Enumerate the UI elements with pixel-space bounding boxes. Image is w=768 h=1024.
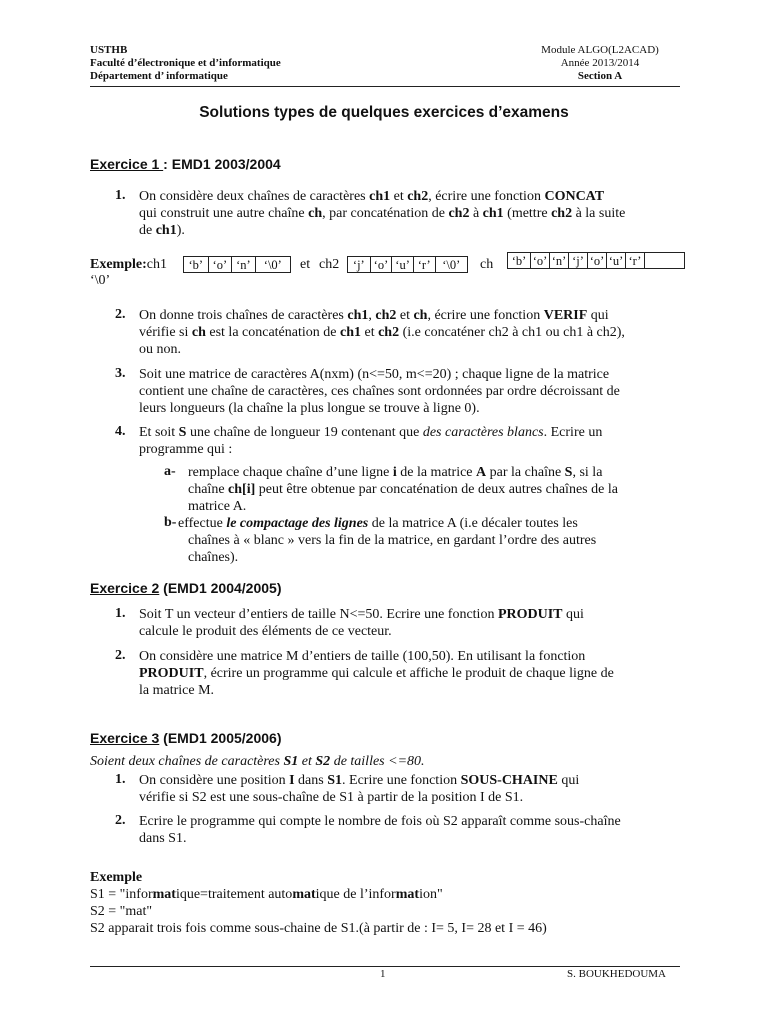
text-run: , écrire un programme qui calcule et affiche le produit de chaque ligne de	[203, 666, 614, 681]
exercise-1-heading	[90, 156, 281, 172]
text-line	[139, 665, 677, 682]
bold-term: ch[i]	[228, 482, 256, 497]
text-run: chaînes).	[188, 550, 239, 565]
italic-term: des caractères blancs	[422, 425, 544, 440]
text-line	[139, 222, 677, 239]
exercise-1-colon: :	[163, 156, 172, 172]
bold-italic-term: le compactage des lignes	[226, 516, 369, 531]
text-line	[139, 307, 677, 324]
text-run: et	[390, 189, 408, 204]
module-name: Module ALGO(L2ACAD)	[541, 44, 659, 56]
ex1-q4b-text	[178, 515, 677, 566]
ex3-intro	[90, 754, 425, 770]
bold-term: VERIF	[543, 308, 588, 323]
text-run: . Ecrire un	[543, 425, 603, 440]
exercise-2-label: Exercice 2	[90, 580, 160, 596]
char-cell: ‘n’	[549, 253, 568, 268]
text-run: (mettre	[503, 206, 552, 221]
page-title: Solutions types de quelques exercices d’examens	[199, 104, 569, 121]
bold-term: PRODUIT	[497, 607, 563, 622]
text-line	[188, 498, 677, 515]
text-run: remplace chaque chaîne d’une ligne	[188, 465, 393, 480]
header-right	[520, 44, 680, 83]
text-run: ique de l’infor	[315, 887, 396, 902]
academic-year: Année 2013/2014	[560, 57, 640, 69]
ex3-q2-text	[139, 813, 677, 847]
text-run: Et soit	[139, 425, 179, 440]
author-name: S. BOUKHEDOUMA	[567, 968, 667, 980]
ch-label: ch	[480, 257, 494, 272]
exercise-3-exam: (EMD1 2005/2006)	[159, 730, 282, 746]
exercise-2-heading	[90, 580, 281, 596]
text-run: S2 apparait trois fois comme sous-chaine de S1.(à partir de : I= 5, I= 28 et I = 46)	[90, 921, 547, 936]
text-run: contient une chaîne de caractères, ces chaînes sont ordonnées par ordre décroissant de	[139, 384, 620, 399]
char-cell: ‘j’	[352, 258, 365, 272]
bold-term: ch2	[378, 325, 400, 340]
text-run: et	[360, 325, 379, 340]
header-left	[90, 44, 281, 83]
text-run: qui	[557, 773, 580, 788]
bold-term: S	[564, 465, 573, 480]
bold-term: ch	[191, 325, 206, 340]
bold-term: I	[289, 773, 295, 788]
bold-term: ch2	[448, 206, 470, 221]
char-cell: ‘\0’	[435, 257, 467, 272]
char-cell: ‘u’	[606, 253, 625, 268]
bold-term: ch1	[369, 189, 391, 204]
example-2-label: Exemple	[90, 870, 143, 885]
text-run: ion"	[419, 887, 443, 902]
ex3-q1-text	[139, 772, 677, 806]
ex2-q1-number: 1.	[115, 606, 126, 621]
bold-term: ch1	[339, 325, 361, 340]
ex1-q3-number: 3.	[115, 366, 126, 381]
exercise-1-label: Exercice 1	[90, 156, 164, 172]
char-cell: ‘o’	[530, 253, 549, 268]
char-cell: ‘o’	[370, 257, 392, 272]
ex1-q4a-text	[188, 464, 677, 515]
text-line	[139, 789, 677, 806]
exercise-2-exam: (EMD1 2004/2005)	[159, 580, 282, 596]
text-line	[139, 441, 677, 458]
char-cell: ‘j’	[568, 253, 587, 268]
bold-term: A	[476, 465, 487, 480]
text-run: dans	[294, 773, 328, 788]
text-line	[139, 813, 677, 830]
text-run: On considère une position	[139, 773, 290, 788]
char-cell: ‘r’	[625, 253, 644, 268]
text-run: chaîne	[188, 482, 229, 497]
text-line	[188, 464, 677, 481]
text-run: dans S1.	[139, 831, 187, 846]
text-run: , écrire une fonction	[427, 308, 544, 323]
char-cell: ‘n’	[231, 257, 255, 272]
text-run: de la matrice	[396, 465, 477, 480]
text-run: calcule le produit des éléments de ce vecteur.	[139, 624, 392, 639]
text-run: et	[298, 754, 316, 769]
char-cell: ‘o’	[587, 253, 606, 268]
text-line	[139, 424, 677, 441]
text-run: On considère deux chaînes de caractères	[139, 189, 370, 204]
bold-term: mat	[292, 887, 316, 902]
bold-term: ch2	[407, 189, 429, 204]
example-2-text	[90, 886, 680, 937]
text-run: Soit une matrice de caractères A(nxm) (n<=50, m<=20) ; chaque ligne de la matrice	[139, 367, 610, 382]
text-line	[139, 623, 677, 640]
text-run: programme qui :	[139, 442, 233, 457]
ex3-q2-number: 2.	[115, 813, 126, 828]
text-run: chaînes à « blanc » vers la fin de la matrice, en gardant l’ordre des autres	[188, 533, 597, 548]
text-run: Soient deux chaînes de caractères	[90, 754, 284, 769]
bold-term: SOUS-CHAINE	[460, 773, 558, 788]
exercise-3-heading	[90, 730, 281, 746]
bold-term: mat	[395, 887, 420, 902]
bold-term: S	[178, 425, 187, 440]
bold-term: ch1	[482, 206, 504, 221]
text-line	[188, 481, 677, 498]
text-line	[178, 532, 677, 549]
text-run: ,	[368, 308, 376, 323]
text-run: ).	[176, 223, 185, 238]
text-run: , si la	[572, 465, 603, 480]
department-name: Département d’ informatique	[90, 70, 228, 82]
text-run: et	[396, 308, 414, 323]
text-line	[90, 886, 680, 903]
bold-term: ch1	[347, 308, 369, 323]
bold-term: ch2	[375, 308, 397, 323]
exercise-3-label: Exercice 3	[90, 730, 160, 746]
section-label: Section A	[577, 70, 623, 82]
empty-char-cell	[644, 253, 684, 268]
text-line	[139, 205, 677, 222]
text-line	[139, 341, 677, 358]
text-run: peut être obtenue par concaténation de deux autres chaînes de la	[255, 482, 618, 497]
text-run: leurs longueurs (la chaîne la plus longue se trouve à ligne 0).	[139, 401, 480, 416]
ch2-label: ch2	[319, 257, 340, 272]
ex2-q1-text	[139, 606, 677, 640]
example-1-label: Exemple:	[90, 257, 147, 272]
text-run: qui construit une autre chaîne	[139, 206, 309, 221]
text-line	[178, 549, 677, 566]
text-run: par la chaîne	[486, 465, 565, 480]
text-line	[139, 383, 677, 400]
text-line	[139, 188, 677, 205]
example-1-label-line	[90, 257, 167, 273]
bold-term: S1	[283, 754, 299, 769]
ex1-q4-number: 4.	[115, 424, 126, 439]
text-run: (i.e concaténer ch2 à ch1 ou ch1 à ch2),	[399, 325, 625, 340]
text-line	[139, 400, 677, 417]
bold-term: PRODUIT	[139, 666, 204, 681]
bold-term: ch	[413, 308, 428, 323]
text-line	[139, 830, 677, 847]
ex1-q4b-label: b-	[164, 515, 177, 530]
text-run: vérifie si S2 est une sous-chaîne de S1 à partir de la position I de S1.	[139, 790, 524, 805]
bold-term: i	[392, 465, 397, 480]
exercise-1-exam: EMD1 2003/2004	[171, 156, 281, 172]
ex1-q2-text	[139, 307, 677, 358]
text-run: de la matrice A (i.e décaler toutes les	[368, 516, 578, 531]
bold-term: S1	[327, 773, 343, 788]
text-run: , écrire une fonction	[428, 189, 545, 204]
bold-term: S2	[315, 754, 331, 769]
char-cell: ‘r’	[413, 257, 435, 272]
text-run: , par concaténation de	[322, 206, 449, 221]
ch1-label: ch1	[146, 257, 167, 272]
text-run: à	[469, 206, 483, 221]
ex2-q2-text	[139, 648, 677, 699]
ch1-boxes	[183, 256, 291, 273]
page-number: 1	[380, 968, 386, 980]
ex1-q4a-label: a-	[164, 464, 176, 479]
bold-term: CONCAT	[544, 189, 605, 204]
char-cell: ‘b’	[188, 258, 204, 272]
text-run: une chaîne de longueur 19 contenant que	[186, 425, 423, 440]
text-run: qui	[587, 308, 609, 323]
text-line	[139, 772, 677, 789]
char-cell: ‘\0’	[255, 257, 290, 272]
text-run: à la suite	[572, 206, 626, 221]
text-run: effectue	[178, 516, 227, 531]
bold-term: ch1	[155, 223, 177, 238]
text-run: ique=traitement auto	[175, 887, 293, 902]
et-word: et	[300, 257, 311, 272]
text-run: ou non.	[139, 342, 181, 357]
text-run: est la concaténation de	[205, 325, 340, 340]
text-run: Soit T un vecteur d’entiers de taille N<=50. Ecrire une fonction	[139, 607, 498, 622]
header-rule	[90, 86, 680, 87]
ch-boxes	[507, 252, 685, 269]
bold-term: mat	[152, 887, 176, 902]
text-line	[178, 515, 677, 532]
ex1-q1-text	[139, 188, 677, 239]
university-name: USTHB	[90, 44, 128, 56]
bold-term: ch2	[551, 206, 573, 221]
ex1-q1-number: 1.	[115, 188, 126, 203]
ex1-q4-text	[139, 424, 677, 458]
ex1-q2-number: 2.	[115, 307, 126, 322]
text-run: On donne trois chaînes de caractères	[139, 308, 348, 323]
text-line	[90, 903, 680, 920]
text-run: S1 = "infor	[90, 887, 153, 902]
text-run: Ecrire le programme qui compte le nombre de fois où S2 apparaît comme sous-chaîne	[139, 814, 621, 829]
example-1-wrap: ‘\0’	[90, 273, 111, 288]
char-cell: ‘o’	[208, 257, 232, 272]
text-run: matrice A.	[188, 499, 247, 514]
bold-term: ch	[308, 206, 323, 221]
char-cell: ‘u’	[391, 257, 413, 272]
text-run: S2 = "mat"	[90, 904, 153, 919]
text-line	[139, 682, 677, 699]
text-run: la matrice M.	[139, 683, 215, 698]
text-run: qui	[562, 607, 584, 622]
text-run: vérifie si	[139, 325, 192, 340]
text-run: de tailles <=80.	[330, 754, 425, 769]
text-line	[139, 366, 677, 383]
text-run: de	[139, 223, 156, 238]
text-line	[90, 920, 680, 937]
footer-rule	[90, 966, 680, 967]
ch2-boxes	[347, 256, 468, 273]
text-run: On considère une matrice M d’entiers de taille (100,50). En utilisant la fonction	[139, 649, 586, 664]
text-run: . Ecrire une fonction	[342, 773, 461, 788]
text-line	[139, 648, 677, 665]
text-line	[139, 606, 677, 623]
text-line	[139, 324, 677, 341]
ex2-q2-number: 2.	[115, 648, 126, 663]
ex3-q1-number: 1.	[115, 772, 126, 787]
ex1-q3-text	[139, 366, 677, 417]
faculty-name: Faculté d’électronique et d’informatique	[90, 57, 281, 69]
char-cell: ‘b’	[511, 254, 527, 268]
